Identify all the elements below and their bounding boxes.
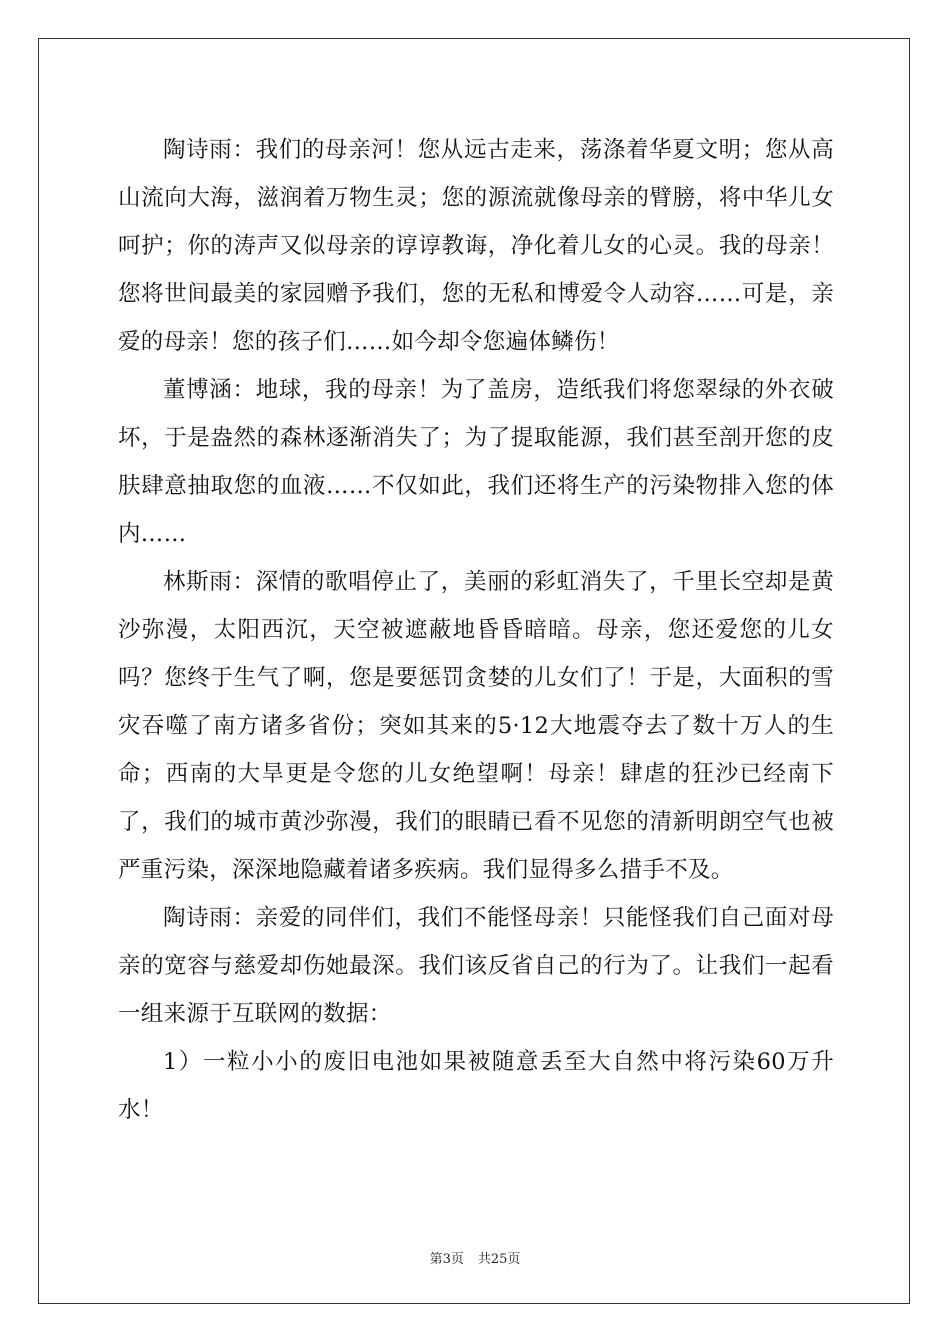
paragraph-dong-bohan: 董博涵：地球，我的母亲！为了盖房，造纸我们将您翠绿的外衣破坏，于是盎然的森林逐渐消失了；为了提取能源，我们甚至剖开您的皮肤肆意抽取您的血液……不仅如此，我们还将生产的污染物排入您的体内…… (118, 377, 834, 547)
document-body (118, 126, 834, 1134)
page-footer (0, 1248, 950, 1267)
page-number: 第3页 (429, 1252, 464, 1267)
paragraph-lin-siyu: 林斯雨：深情的歌唱停止了，美丽的彩虹消失了，千里长空却是黄沙弥漫，太阳西沉，天空被遮蔽地昏昏暗暗。母亲，您还爱您的儿女吗？您终于生气了啊，您是要惩罚贪婪的儿女们了！于是，大面积的雪灾吞噬了南方诸多省份；突如其来的5·12大地震夺去了数十万人的生命；西南的大旱更是令您的儿女绝望啊！母亲！肆虐的狂沙已经南下了，我们的城市黄沙弥漫，我们的眼睛已看不见您的清新明朗空气也被严重污染，深深地隐藏着诸多疾病。我们显得多么措手不及。 (118, 569, 834, 883)
paragraph-tao-shiyu-2: 陶诗雨：亲爱的同伴们，我们不能怪母亲！只能怪我们自己面对母亲的宽容与慈爱却伤她最深。我们该反省自己的行为了。让我们一起看一组来源于互联网的数据： (118, 905, 834, 1027)
paragraph-tao-shiyu-1: 陶诗雨：我们的母亲河！您从远古走来，荡涤着华夏文明；您从高山流向大海，滋润着万物生灵；您的源流就像母亲的臂膀，将中华儿女呵护；你的涛声又似母亲的谆谆教诲，净化着儿女的心灵。我的母亲！您将世间最美的家园赠予我们，您的无私和博爱令人动容……可是，亲爱的母亲！您的孩子们……如今却令您遍体鳞伤！ (118, 137, 834, 355)
paragraph-data-item-1: 1）一粒小小的废旧电池如果被随意丢至大自然中将污染60万升水！ (118, 1049, 834, 1123)
page-total: 共25页 (477, 1252, 521, 1267)
